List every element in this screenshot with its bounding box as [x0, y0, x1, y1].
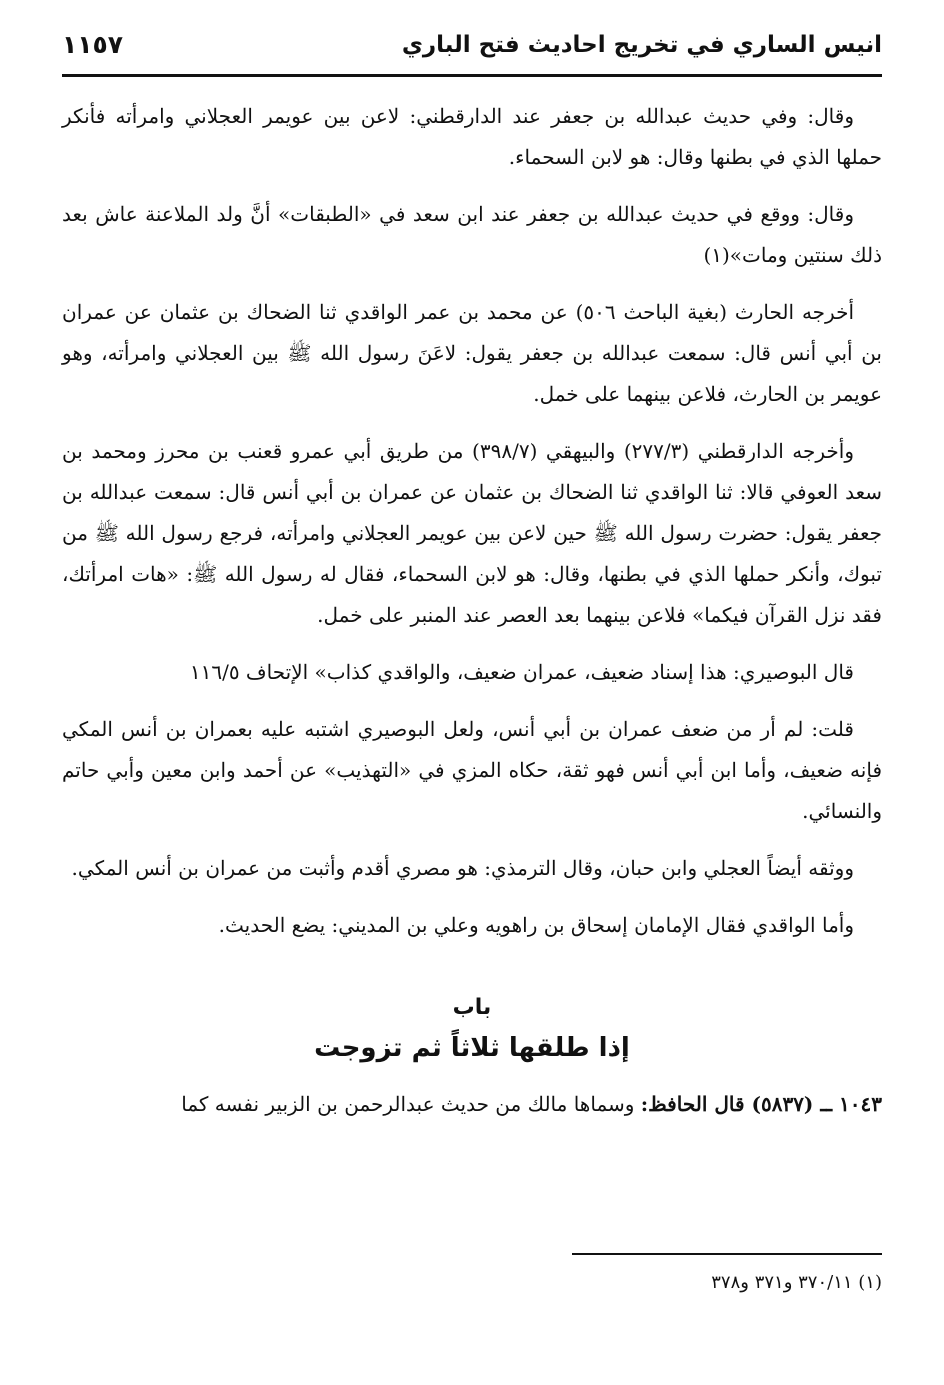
running-title: انيس الساري في تخريج احاديث فتح الباري [401, 32, 882, 58]
entry-text: وسماها مالك من حديث عبدالرحمن بن الزبير نفسه كما [181, 1092, 635, 1116]
paragraph-7: ووثقه أيضاً العجلي وابن حبان، وقال الترمذي: هو مصري أقدم وأثبت من عمران بن أنس المكي. [71, 856, 854, 880]
chapter-label: باب [452, 995, 492, 1020]
chapter-title: إذا طلقها ثلاثاً ثم تزوجت [314, 1033, 630, 1063]
paragraph-5: قال البوصيري: هذا إسناد ضعيف، عمران ضعيف، والواقدي كذاب» الإتحاف ١١٦/٥ [189, 660, 854, 684]
paragraph-6: قلت: لم أر من ضعف عمران بن أبي أنس، ولعل البوصيري اشتبه عليه بعمران بن أنس المكي فإنه ضعيف، وأما ابن أبي أنس فهو ثقة، حكاه المزي في «التهذيب» عن أحمد وابن معين وأبي حاتم والنسائي. [62, 717, 883, 823]
footnote-divider [572, 1253, 882, 1255]
paragraph-2: وقال: ووقع في حديث عبدالله بن جعفر عند ابن سعد في «الطبقات» أنَّ ولد الملاعنة عاش بعد ذلك سنتين ومات»(١) [62, 202, 882, 267]
footnote: (١) ٣٧٠/١١ و٣٧١ و٣٧٨ [711, 1272, 882, 1293]
hadith-entry [62, 1084, 882, 1125]
page-header [62, 28, 882, 72]
paragraph-4: وأخرجه الدارقطني (٢٧٧/٣) والبيهقي (٣٩٨/٧) من طريق أبي عمرو قعنب بن محرز ومحمد بن سعد العوفي قالا: ثنا الواقدي ثنا الضحاك بن عثمان عن عمران بن أبي أنس قال: سمعت عبدالله بن جعفر يقول: حضرت رسول الله ﷺ حين لاعن بين عويمر العجلاني وامرأته، فرجع رسول الله ﷺ من تبوك، وأنكر حملها الذي في بطنها، وقال: هو لابن السحماء، فقال له رسول الله ﷺ: «هات امرأتك، فقد نزل القرآن فيكما» فلاعن بينهما بعد العصر عند المنبر على خمل. [62, 439, 882, 627]
page-body [62, 96, 882, 1141]
paragraph-8: وأما الواقدي فقال الإمامان إسحاق بن راهويه وعلي بن المديني: يضع الحديث. [218, 913, 854, 937]
paragraph-1: وقال: وفي حديث عبدالله بن جعفر عند الدارقطني: لاعن بين عويمر العجلاني وامرأته فأنكر حملها الذي في بطنها وقال: هو لابن السحماء. [62, 104, 882, 169]
header-divider [62, 74, 882, 77]
paragraph-3: أخرجه الحارث (بغية الباحث ٥٠٦) عن محمد بن عمر الواقدي ثنا الضحاك بن عثمان عن عمران بن أبي أنس قال: سمعت عبدالله بن جعفر يقول: لاعَنَ رسول الله ﷺ بين العجلاني وامرأته، وهو عويمر بن الحارث، فلاعن بينهما على خمل. [62, 300, 882, 406]
entry-lead: ١٠٤٣ ــ (٥٨٣٧) قال الحافظ: [640, 1092, 882, 1116]
page-number: ١١٥٧ [62, 30, 124, 59]
